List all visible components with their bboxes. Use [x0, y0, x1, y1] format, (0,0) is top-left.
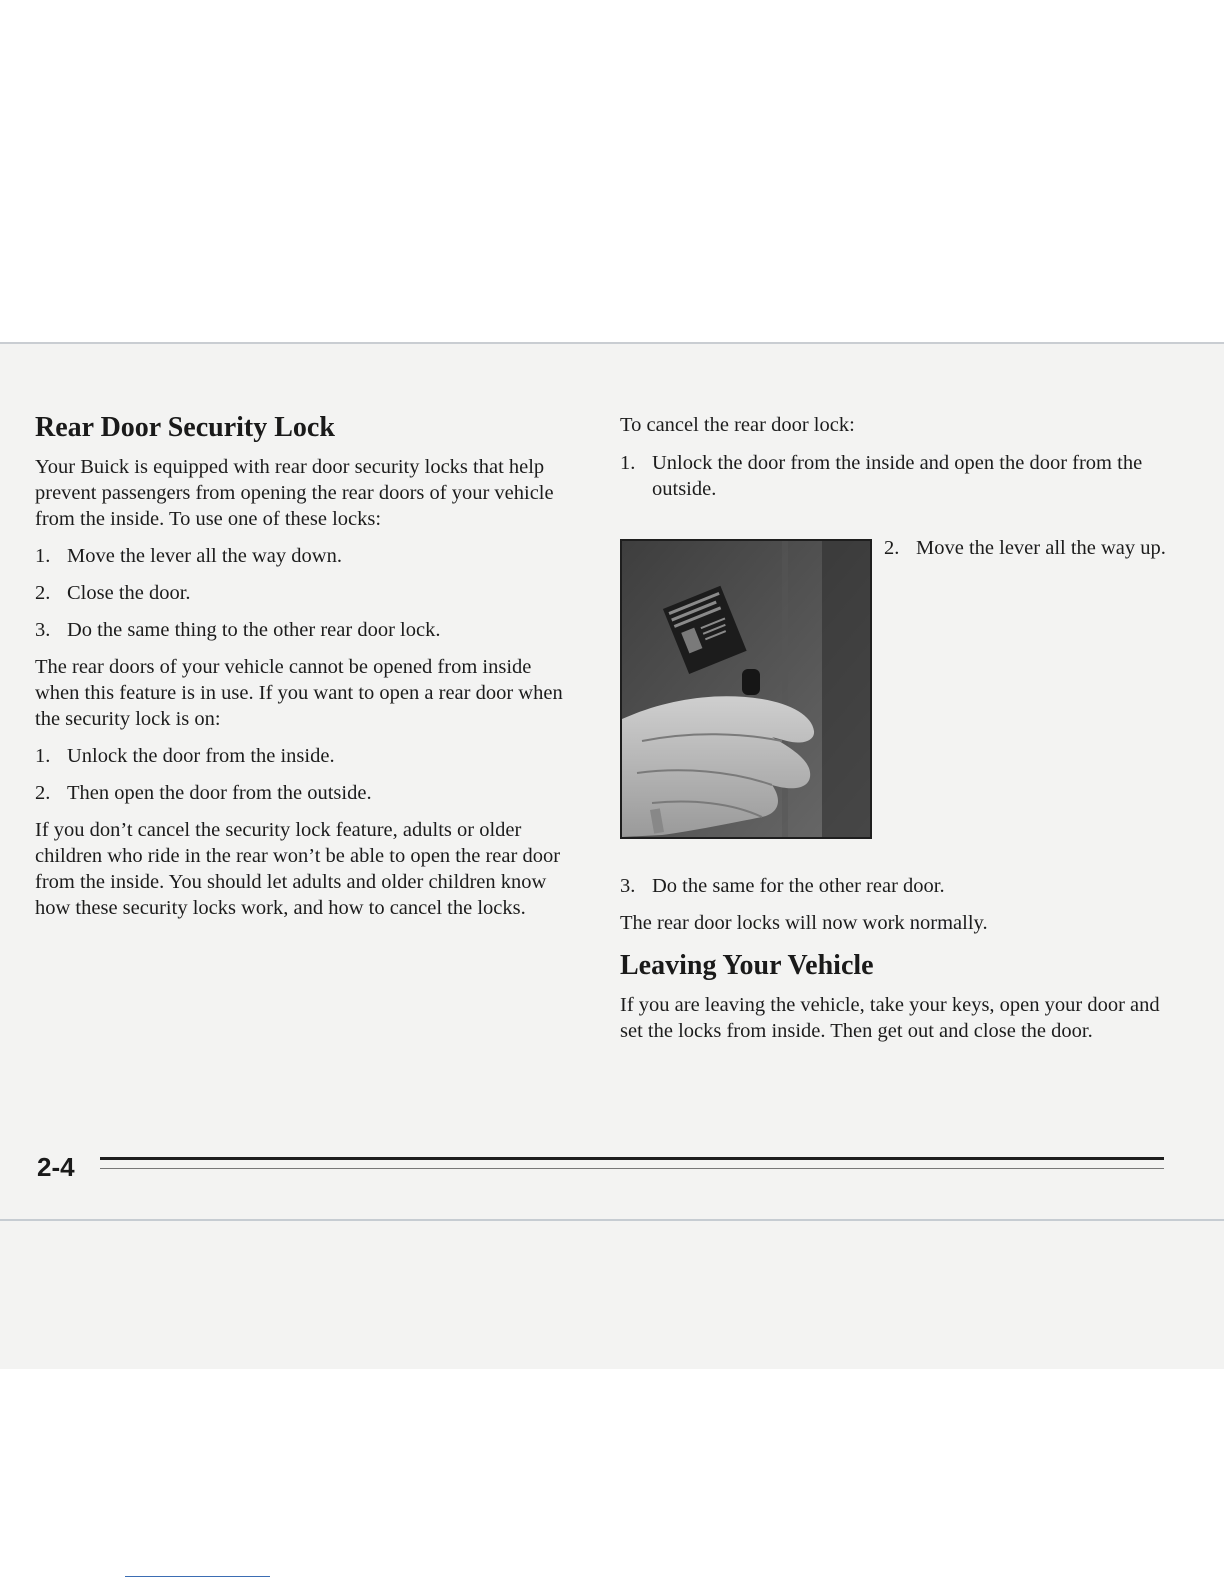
- list-text: Then open the door from the outside.: [67, 782, 372, 804]
- band-divider: [0, 1219, 1224, 1221]
- list-item: [620, 450, 1180, 502]
- list-text: Unlock the door from the inside and open the door from the outside.: [652, 452, 1143, 500]
- list-item: [35, 580, 580, 606]
- locks-normal-paragraph: The rear door locks will now work normally.: [620, 912, 988, 934]
- left-column: [35, 412, 580, 921]
- list-number: 1.: [35, 745, 51, 767]
- leaving-paragraph: If you are leaving the vehicle, take your keys, open your door and set the locks from inside. Then get out and close the door.: [620, 994, 1160, 1042]
- page-number: 2-4: [37, 1152, 75, 1182]
- list-number: 2.: [884, 537, 900, 559]
- photo-caption-step: [884, 535, 1174, 561]
- list-text: Move the lever all the way down.: [67, 545, 342, 567]
- door-lock-lever-illustration: [622, 541, 870, 837]
- list-number: 2.: [35, 582, 51, 604]
- door-lock-lever-photo: [620, 539, 872, 839]
- list-item: [35, 617, 580, 643]
- list-text: Do the same for the other rear door.: [652, 875, 945, 897]
- list-text: Close the door.: [67, 582, 191, 604]
- list-item: [884, 535, 1174, 561]
- right-column: [620, 412, 1180, 502]
- list-text: Do the same thing to the other rear door lock.: [67, 619, 441, 641]
- list-number: 3.: [620, 875, 636, 897]
- section-heading-rear-door-security-lock: Rear Door Security Lock: [35, 412, 335, 443]
- list-item: [35, 543, 580, 569]
- list-number: 3.: [35, 619, 51, 641]
- footer-rule-thin: [100, 1168, 1164, 1169]
- bottom-link-underline: [125, 1576, 270, 1577]
- feature-in-use-paragraph: The rear doors of your vehicle cannot be opened from inside when this feature is in use. If you want to open a rear door when the security lock is on:: [35, 656, 563, 730]
- section-heading-leaving-your-vehicle: Leaving Your Vehicle: [620, 950, 874, 981]
- list-number: 1.: [35, 545, 51, 567]
- list-item: [35, 743, 580, 769]
- list-text: Move the lever all the way up.: [916, 537, 1166, 559]
- closing-paragraph: If you don’t cancel the security lock feature, adults or older children who ride in the rear won’t be able to open the rear door from the inside. You should let adults and older children know how these security locks work, and how to cancel the locks.: [35, 819, 561, 919]
- list-text: Unlock the door from the inside.: [67, 745, 335, 767]
- right-column-lower: [620, 873, 1180, 1044]
- list-number: 1.: [620, 452, 636, 474]
- footer-rule: [100, 1157, 1164, 1160]
- cancel-intro: To cancel the rear door lock:: [620, 414, 855, 436]
- intro-paragraph: Your Buick is equipped with rear door security locks that help prevent passengers from opening the rear doors of your vehicle from the inside. To use one of these locks:: [35, 456, 554, 530]
- list-item: [620, 873, 1180, 899]
- list-number: 2.: [35, 782, 51, 804]
- list-item: [35, 780, 580, 806]
